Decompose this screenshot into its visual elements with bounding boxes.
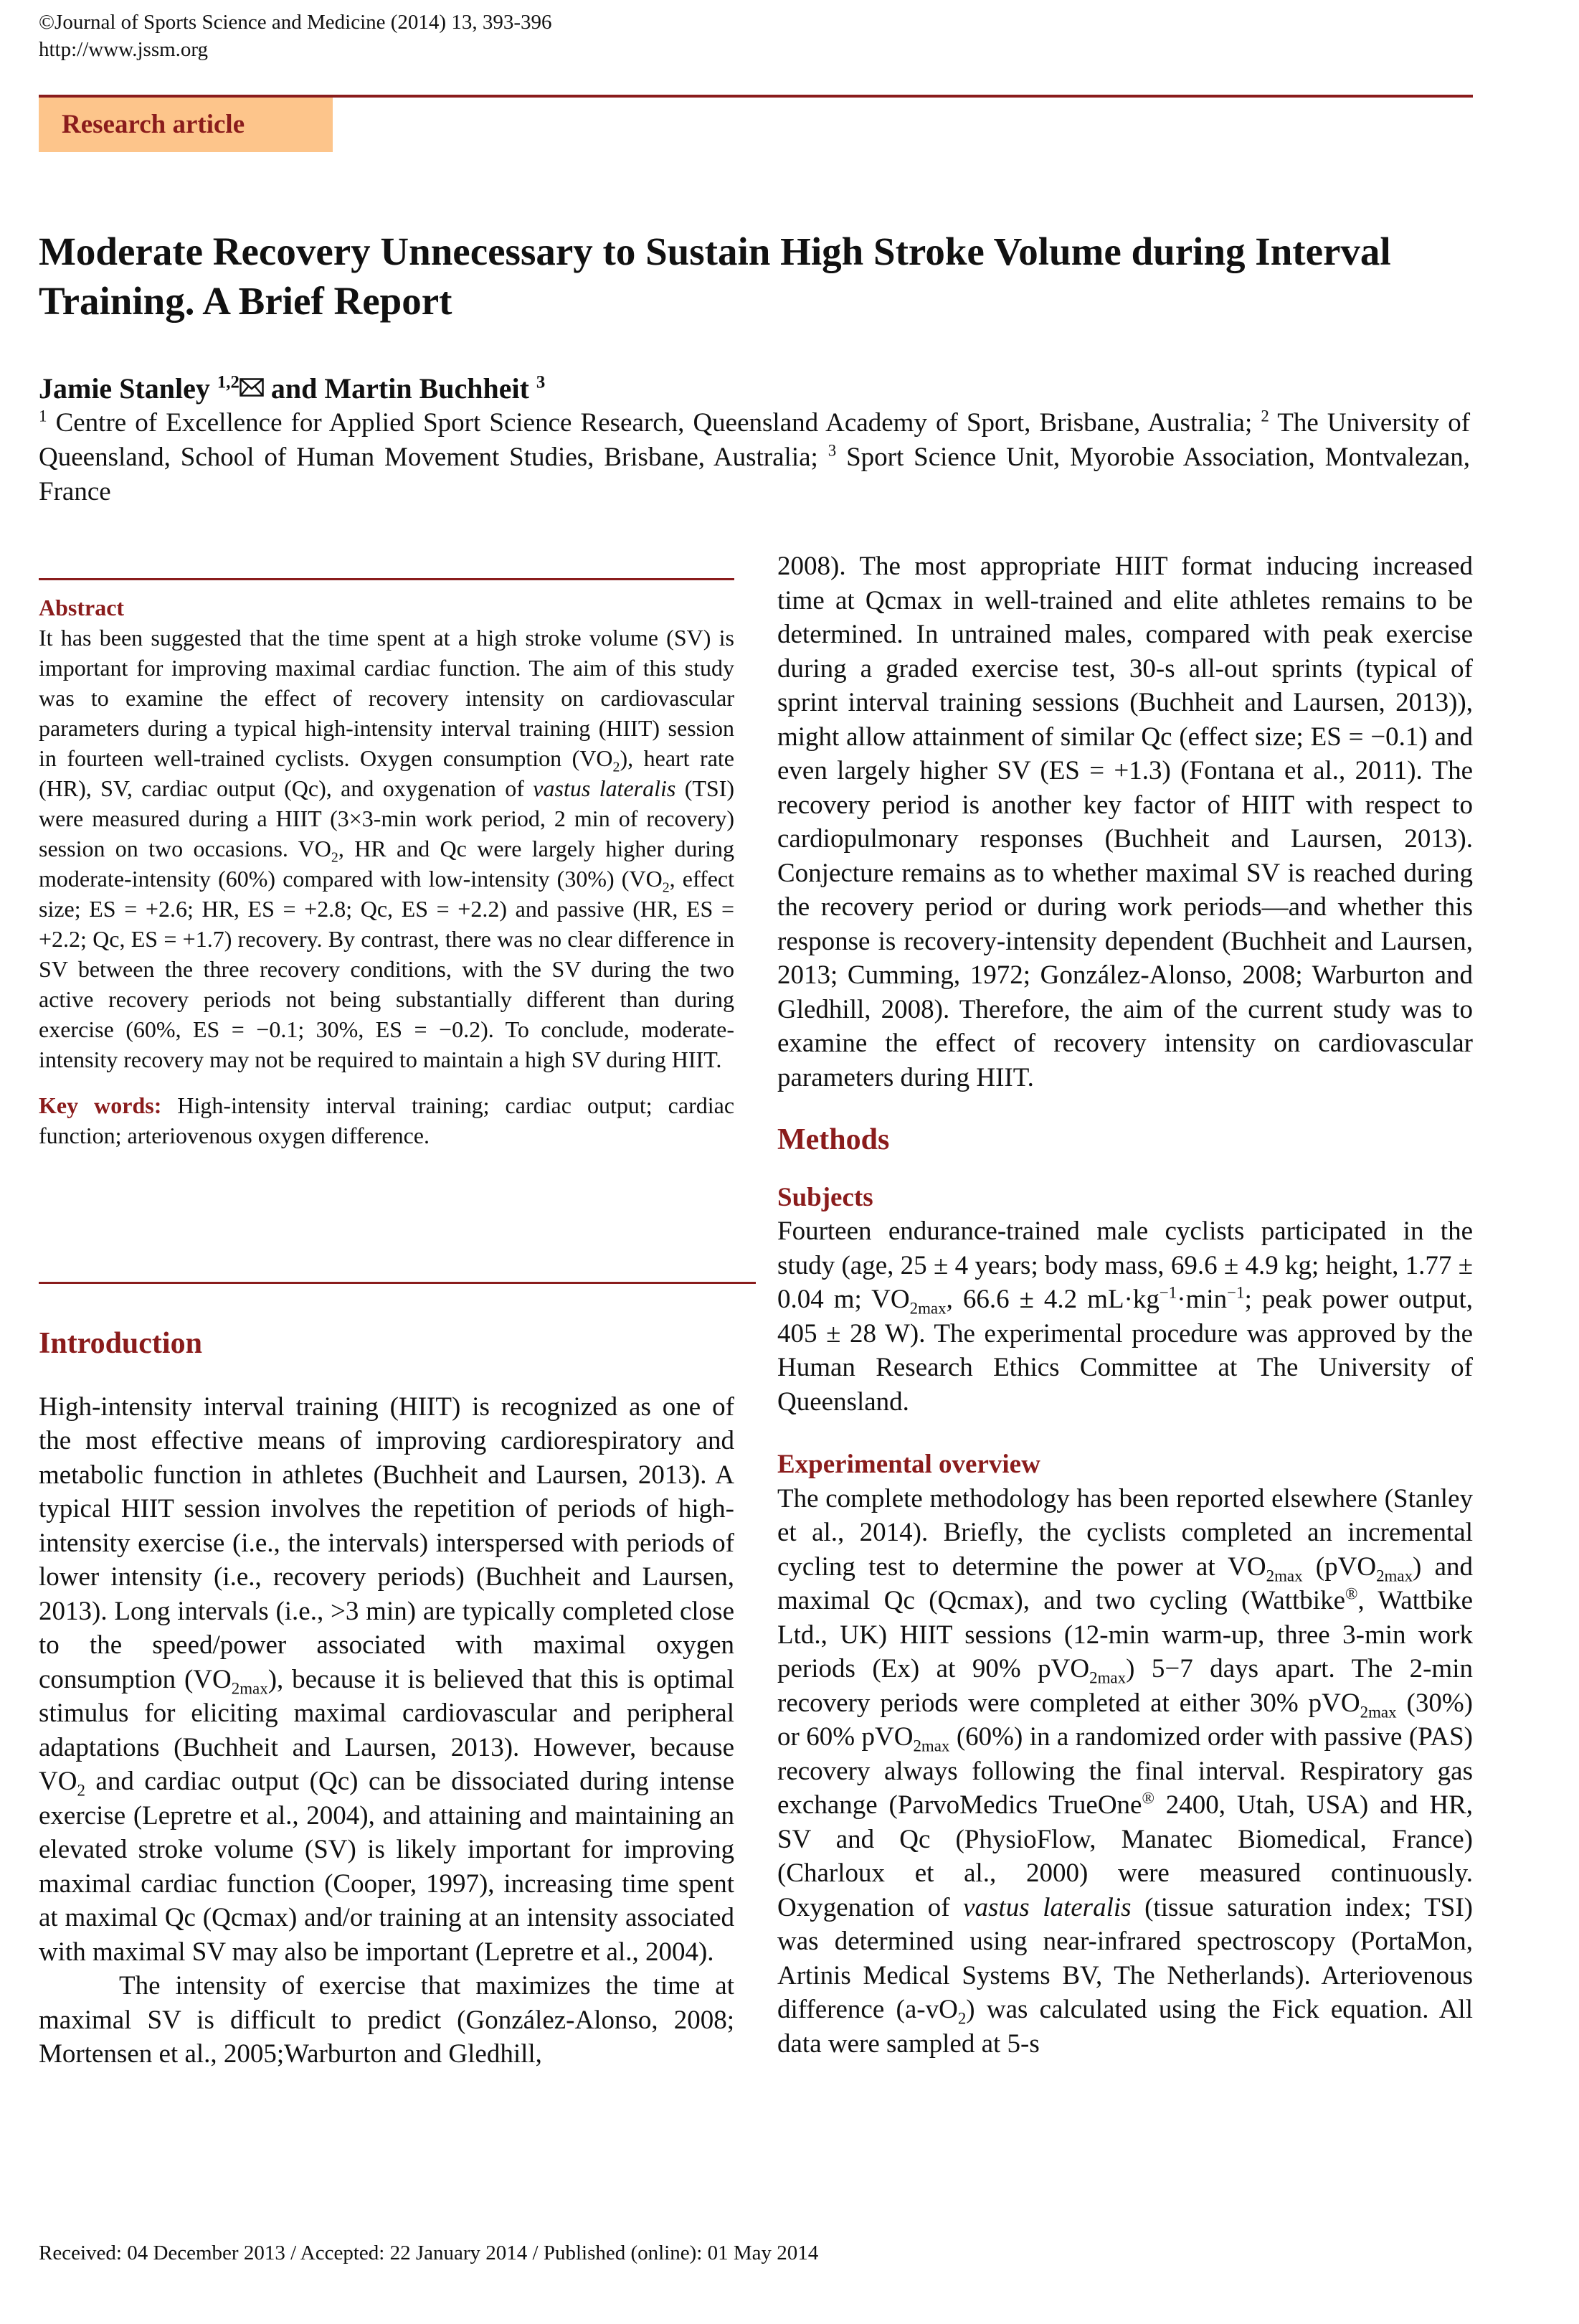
author-name: Jamie Stanley <box>39 372 210 405</box>
right-column <box>777 549 1473 2061</box>
affiliation-number: 3 <box>828 441 837 460</box>
author-affiliation-marker: 3 <box>536 372 546 392</box>
introduction-paragraph: The intensity of exercise that maximizes the time at maximal SV is difficult to predict (González-Alonso, 2008; Mortensen et al., 2005;Warburton and Gledhill, <box>39 1971 734 2069</box>
subjects-paragraph: Fourteen endurance-trained male cyclists participated in the study (age, 25 ± 4 years; body mass, 69.6 ± 4.9 kg; height, 1.77 ± 0.04 m; $VO_{2max}$, 66.6 ± 4.2 $mL\cdot kg^{-1}\cdot\min^{-1}$; peak power output, 405 ± 28 W). The experimental procedure was approved by the Human Research Ethics Committee at The University of Queensland. <box>777 1217 1473 1417</box>
introduction-paragraph-continued: 2008). The most appropriate HIIT format inducing increased time at Qcmax in well-trained and elite athletes remains to be determined. In untrained males, compared with peak exercise during a graded exercise test, 30-s all-out sprints (typical of sprint interval training sessions (Buchheit and Laursen, 2013)), might allow attainment of similar Qc (effect size; ES = −0.1) and even largely higher SV (ES = +1.3) (Fontana et al., 2011). The recovery period is another key factor of HIIT with respect to cardiopulmonary responses (Buchheit and Laursen, 2013). Conjecture remains as to whether maximal SV is reached during the recovery period or during work periods—and whether this response is recovery-intensity dependent (Buchheit and Laursen, 2013; Cumming, 1972; González-Alonso, 2008; Warburton and Gledhill, 2008). Therefore, the aim of the current study was to examine the effect of recovery intensity on cardiovascular parameters during HIIT. <box>777 552 1473 1092</box>
abstract-block <box>39 592 734 1151</box>
publication-dates: Received: 04 December 2013 / Accepted: 22 January 2014 / Published (online): 01 May 2014 <box>39 2242 819 2264</box>
affiliation-text: The University of Queensland, School of Human Movement Studies, Brisbane, Australia; <box>39 408 1471 472</box>
keywords <box>39 1090 734 1151</box>
journal-citation: ©Journal of Sports Science and Medicine (2014) 13, 393-396 <box>39 11 552 34</box>
introduction-block <box>39 1327 734 2072</box>
affiliation-text: Centre of Excellence for Applied Sport Science Research, Queensland Academy of Sport, Brisbane, Australia; <box>55 408 1253 438</box>
author-affiliation-marker: 1,2 <box>217 372 240 392</box>
introduction-paragraph: High-intensity interval training (HIIT) is recognized as one of the most effective means of improving cardiorespiratory and metabolic function in athletes (Buchheit and Laursen, 2013). A typical HIIT session involves the repetition of periods of high-intensity exercise (i.e., the intervals) interspersed with periods of lower intensity (i.e., recovery periods) (Buchheit and Laursen, 2013). Long intervals (i.e., >3 min) are typically completed close to the speed/power associated with maximal oxygen consumption $(VO_{2max})$, because it is believed that this is optimal stimulus for eliciting maximal cardiovascular and peripheral adaptations (Buchheit and Laursen, 2013). However, because $VO_2$ and cardiac output (Qc) can be dissociated during intense exercise (Lepretre et al., 2004), and attaining and maintaining an elevated stroke volume (SV) is likely important for improving maximal cardiac function (Cooper, 1997), increasing time spent at maximal Qc (Qcmax) and/or training at an intensity associated with maximal SV may also be important (Lepretre et al., 2004). <box>39 1392 734 1967</box>
experimental-overview-paragraph: The complete methodology has been reported elsewhere (Stanley et al., 2014). Briefly, the cyclists completed an incremental cycling test to determine the power at $VO_{2max}$ (pVO$_{2max}$) and maximal Qc (Qcmax), and two cycling (Wattbike®, Wattbike Ltd., UK) HIIT sessions (12-min warm-up, three 3-min work periods (Ex) at 90% pVO$_{2max}$) 5−7 days apart. The 2-min recovery periods were completed at either 30% pVO$_{2max}$ (30%) or 60% pVO$_{2max}$ (60%) in a randomized order with passive (PAS) recovery always following the final interval. Respiratory gas exchange (ParvoMedics TrueOne® 2400, Utah, USA) and HR, SV and Qc (PhysioFlow, Manatec Biomedical, France) (Charloux et al., 2000) were measured continuously. Oxygenation of vastus lateralis (tissue saturation index; TSI) was determined using near-infrared spectroscopy (PortaMon, Artinis Medical Systems BV, The Netherlands). Arteriovenous difference $(a-vO_2)$ was calculated using the Fick equation. All data were sampled at 5-s <box>777 1483 1474 2059</box>
introduction-heading: Introduction <box>39 1327 202 1360</box>
abstract-heading: Abstract <box>39 595 125 620</box>
affiliations <box>39 406 1470 509</box>
affiliation-number: 2 <box>1261 407 1269 425</box>
experimental-overview-heading: Experimental overview <box>777 1450 1040 1479</box>
article-type-badge: Research article <box>39 98 333 152</box>
keywords-label: Key words: <box>39 1092 162 1118</box>
journal-header <box>39 9 551 63</box>
email-envelope-icon[interactable] <box>240 378 264 397</box>
keywords-text: High-intensity interval training; cardiac output; cardiac function; arteriovenous oxygen difference. <box>39 1092 735 1148</box>
abstract-top-rule <box>39 578 734 580</box>
affiliation-text: Sport Science Unit, Myorobie Association, Montvalezan, France <box>39 443 1470 506</box>
affiliation-number: 1 <box>39 407 47 425</box>
author-line <box>39 371 545 407</box>
author-name: Martin Buchheit <box>324 372 529 405</box>
paper-title: Moderate Recovery Unnecessary to Sustain High Stroke Volume during Interval Training. A Brief Report <box>39 230 1391 323</box>
abstract-bottom-rule <box>39 1282 756 1284</box>
subjects-heading: Subjects <box>777 1182 873 1212</box>
methods-heading: Methods <box>777 1123 890 1156</box>
journal-url[interactable]: http://www.jssm.org <box>39 38 209 61</box>
author-connector: and <box>270 372 318 405</box>
abstract-text: It has been suggested that the time spent at a high stroke volume (SV) is important for improving maximal cardiac function. The aim of this study was to examine the effect of recovery intensity on cardiovascular parameters during a typical high-intensity interval training (HIIT) session in fourteen well-trained cyclists. Oxygen consumption $(VO_2)$, heart rate (HR), SV, cardiac output (Qc), and oxygenation of vastus lateralis (TSI) were measured during a HIIT (3×3-min work period, 2 min of recovery) session on two occasions. $VO_2$, HR and Qc were largely higher during moderate-intensity (60%) compared with low-intensity (30%) ($VO_2$, effect size; ES = +2.6; HR, ES = +2.8; Qc, ES = +2.2) and passive (HR, ES = +2.2; Qc, ES = +1.7) recovery. By contrast, there was no clear difference in SV between the three recovery conditions, with the SV during the two active recovery periods not being substantially different than during exercise (60%, ES = −0.1; 30%, ES = −0.2). To conclude, moderate-intensity recovery may not be required to maintain a high SV during HIIT. <box>39 625 735 1072</box>
